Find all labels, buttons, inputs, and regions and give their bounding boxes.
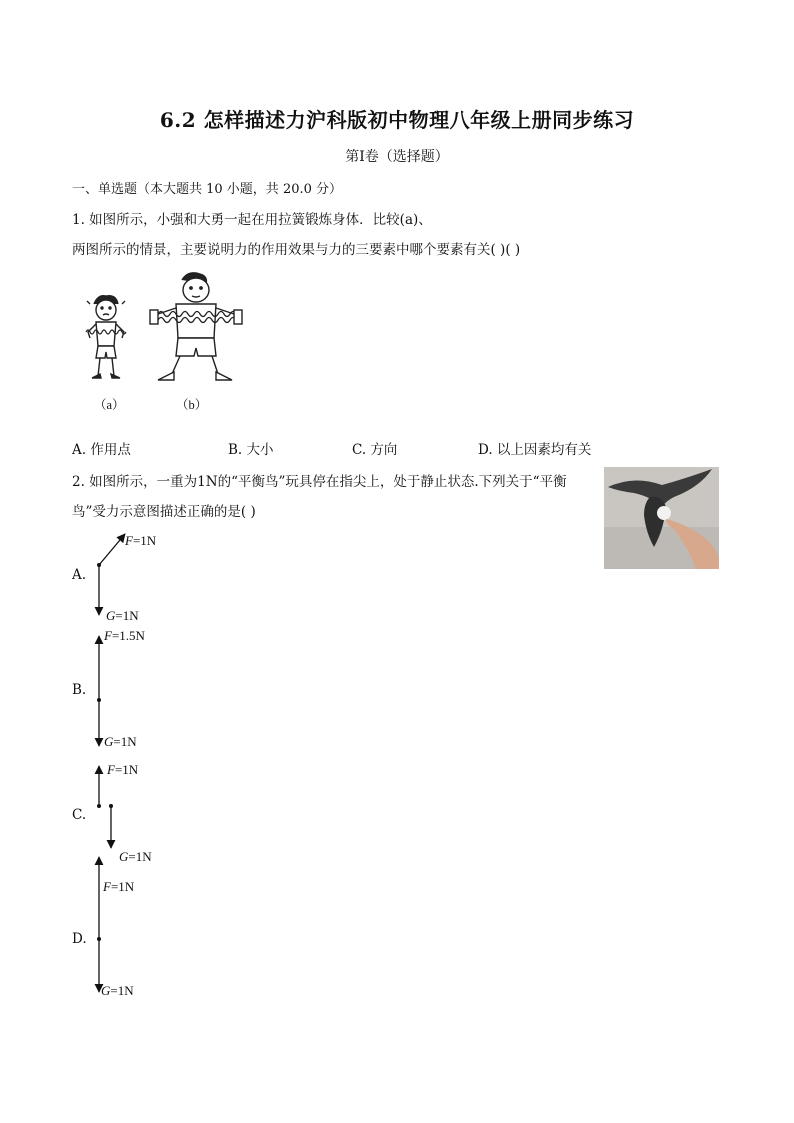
balancing-bird-photo: [604, 467, 719, 569]
q1-option-a[interactable]: A. 作用点: [72, 442, 131, 458]
q1-figure-a-label: （a）: [94, 398, 125, 412]
volume-subtitle: 第I卷（选择题）: [345, 149, 449, 165]
section-heading: 一、单选题（本大题共 10 小题，共 20.0 分）: [72, 182, 343, 197]
q2-option-b-letter[interactable]: B.: [72, 682, 87, 698]
q2-option-d-diagram[interactable]: [80, 854, 140, 996]
q1-text-line2: 两图所示的情景，主要说明力的作用效果与力的三要素中哪个要素有关( )( ): [72, 242, 521, 258]
q2-a-force-label: F=1N: [125, 533, 157, 548]
q2-a-gravity-label: G=1N: [106, 608, 139, 623]
q2-text-line2: 鸟”受力示意图描述正确的是( ): [72, 504, 256, 520]
q2-c-gravity-label: G=1N: [119, 849, 152, 864]
q2-option-a-letter[interactable]: A.: [72, 567, 87, 583]
q1-figure-b: [148, 272, 244, 388]
q1-option-c[interactable]: C. 方向: [352, 442, 398, 458]
page-title: 6.2 怎样描述力沪科版初中物理八年级上册同步练习: [159, 108, 635, 132]
q1-option-b[interactable]: B. 大小: [228, 442, 274, 458]
q1-option-d[interactable]: D. 以上因素均有关: [478, 442, 592, 458]
q2-b-force-label: F=1.5N: [104, 628, 145, 643]
q2-option-c-letter[interactable]: C.: [72, 807, 87, 823]
q2-d-force-label: F=1N: [103, 879, 135, 894]
q1-text-line1: 1. 如图所示，小强和大勇一起在用拉簧锻炼身体．比较(a)、: [72, 212, 432, 228]
q2-text-line1: 2. 如图所示，一重为1N的“平衡鸟”玩具停在指尖上，处于静止状态.下列关于“平衡: [72, 474, 567, 490]
q1-figure-b-label: （b）: [176, 398, 208, 412]
q2-b-gravity-label: G=1N: [104, 734, 137, 749]
q1-figure-a: [76, 292, 136, 388]
q2-c-force-label: F=1N: [107, 762, 139, 777]
q2-d-gravity-label: G=1N: [101, 983, 134, 998]
q2-option-d-letter[interactable]: D.: [72, 931, 87, 947]
